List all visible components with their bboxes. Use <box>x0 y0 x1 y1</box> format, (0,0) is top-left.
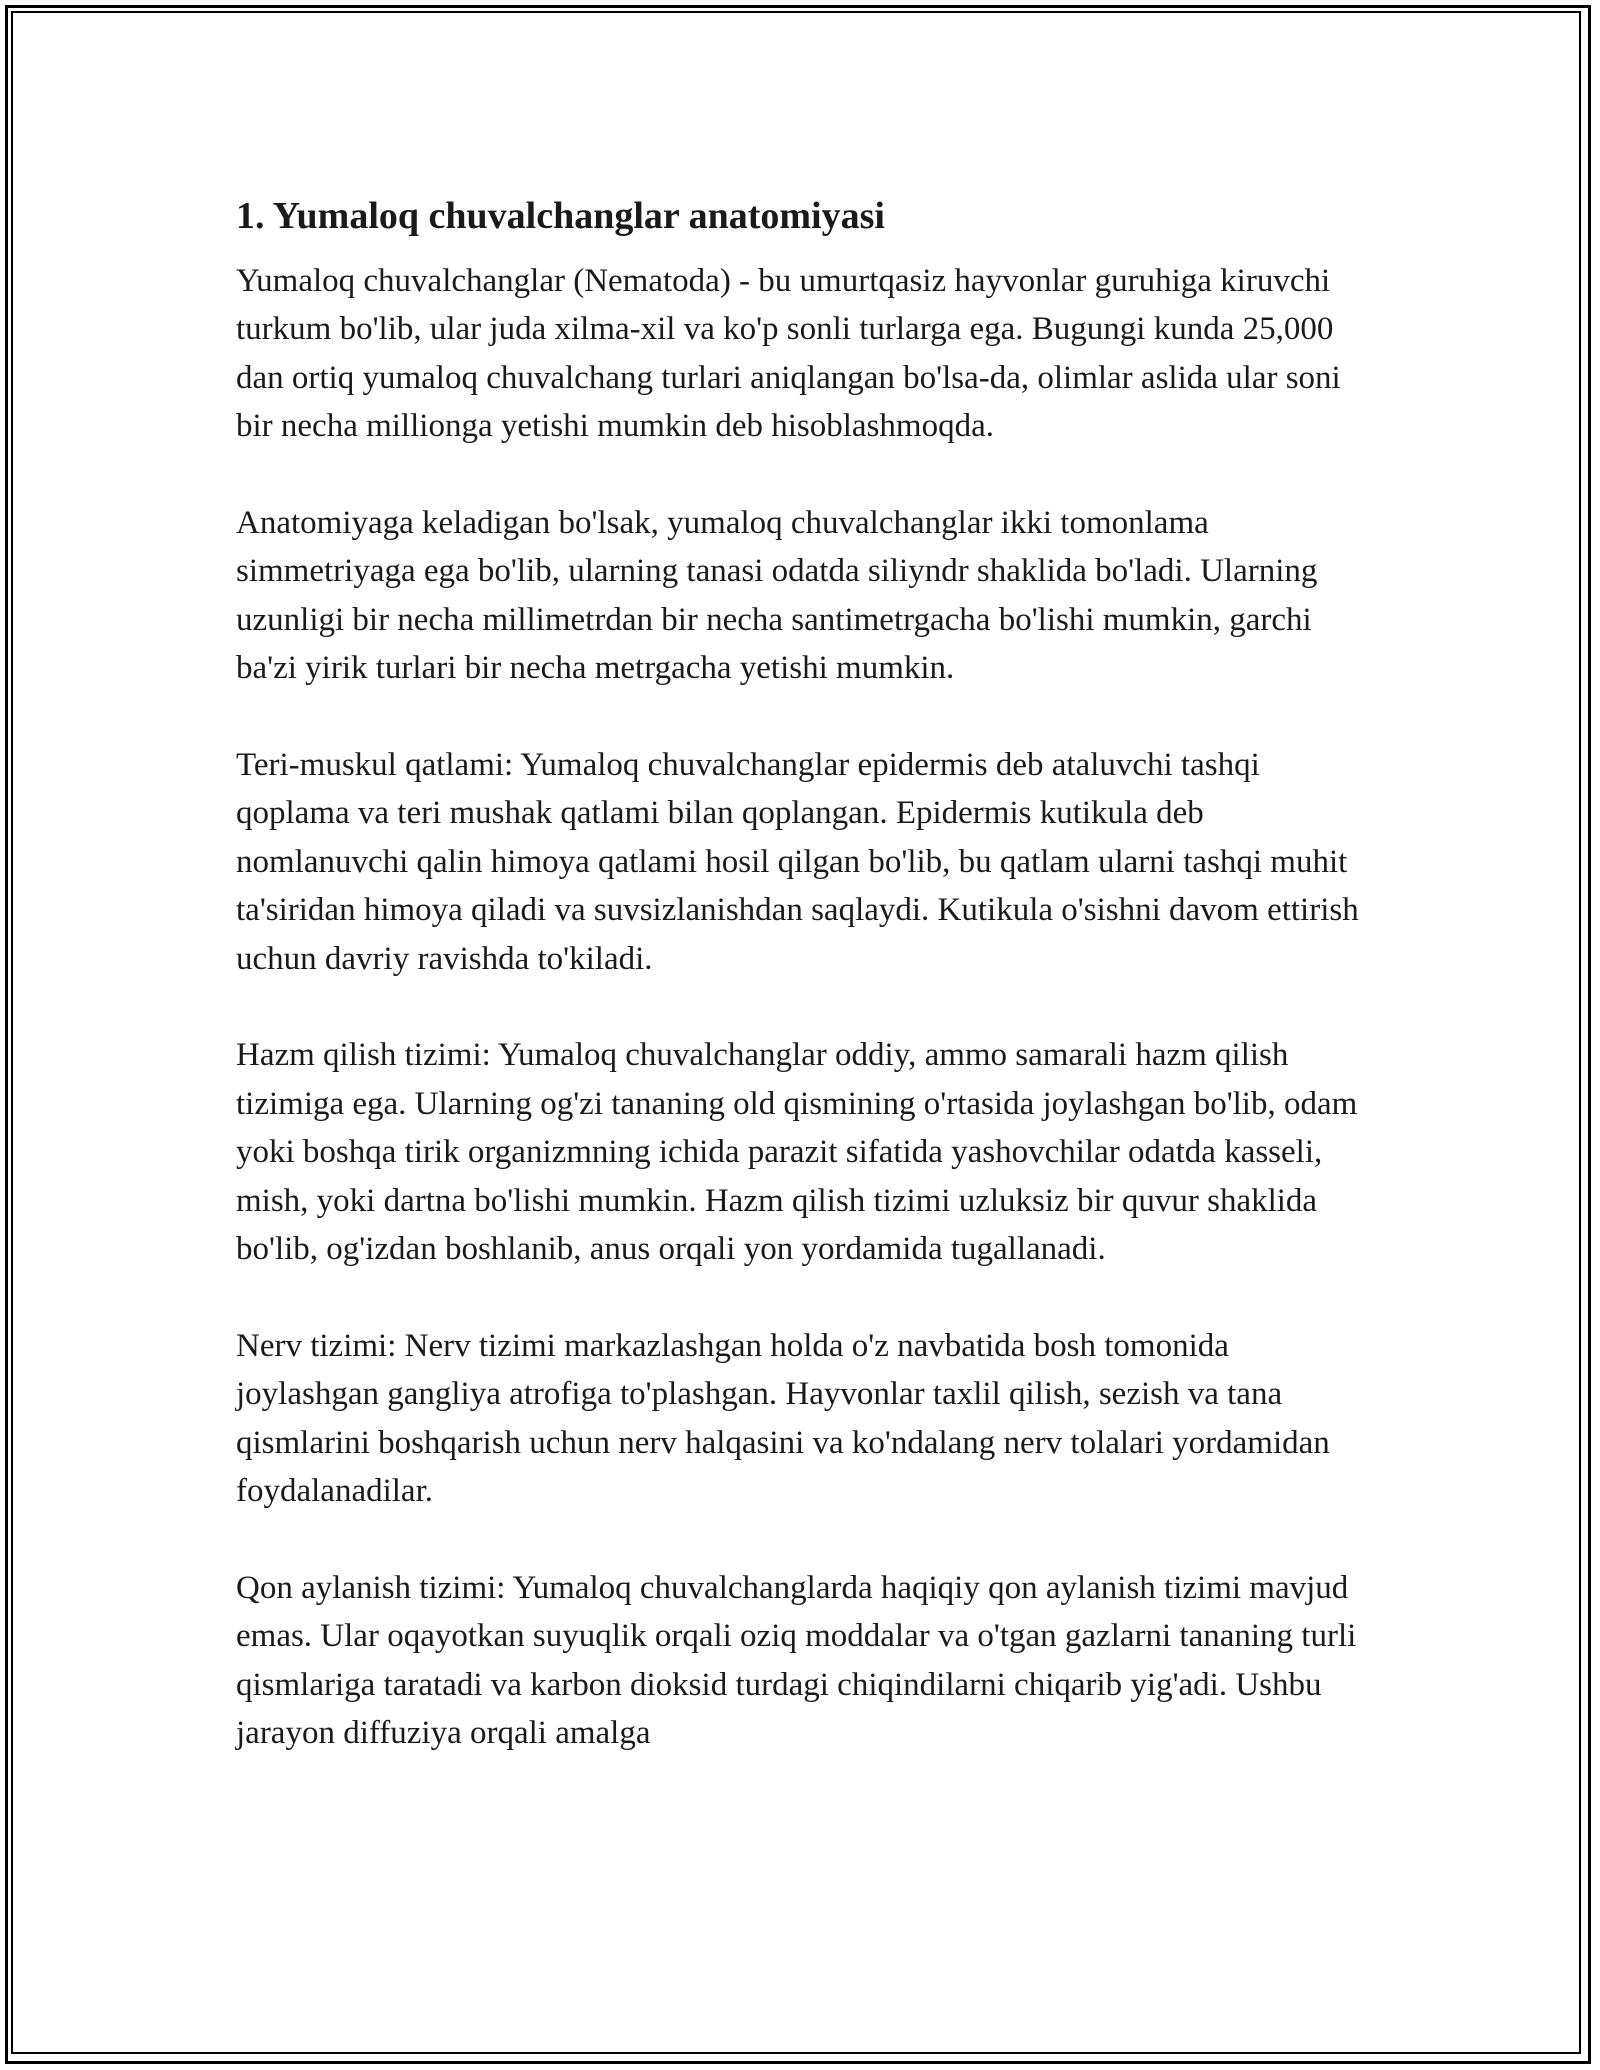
paragraph-nervous-system: Nerv tizimi: Nerv tizimi markazlashgan holda o'z navbatida bosh tomonida joylashgan gangliya atrofiga to'plashgan. Hayvonlar taxlil qilish, sezish va tana qismlarini boshqarish uchun nerv halqasini va ko'ndalang nerv tolalari yordamidan foydalanadilar. <box>236 1327 1330 1510</box>
paragraph-anatomy: Anatomiyaga keladigan bo'lsak, yumaloq chuvalchanglar ikki tomonlama simmetriyaga ega bo'lib, ularning tanasi odatda siliyndr shaklida bo'ladi. Ularning uzunligi bir necha millimetrdan bir necha santimetrgacha bo'lishi mumkin, garchi ba'zi yirik turlari bir necha metrgacha yetishi mumkin. <box>236 505 1318 687</box>
paragraph-skin-muscle-layer: Teri-muskul qatlami: Yumaloq chuvalchanglar epidermis deb ataluvchi tashqi qoplama va teri mushak qatlami bilan qoplangan. Epidermis kutikula deb nomlanuvchi qalin himoya qatlami hosil qilgan bo'lib, bu qatlam ularni tashqi muhit ta'siridan himoya qiladi va suvsizlanishdan saqlaydi. Kutikula o'sishni davom ettirish uchun davriy ravishda to'kiladi. <box>236 747 1359 977</box>
section-title: 1. Yumaloq chuvalchanglar anatomiyasi <box>236 195 885 237</box>
paragraph-intro: Yumaloq chuvalchanglar (Nematoda) - bu umurtqasiz hayvonlar guruhiga kiruvchi turkum bo'lib, ular juda xilma-xil va ko'p sonli turlarga ega. Bugungi kunda 25,000 dan ortiq yumaloq chuvalchang turlari aniqlangan bo'lsa-da, olimlar aslida ular soni bir necha millionga yetishi mumkin deb hisoblashmoqda. <box>236 263 1341 445</box>
paragraph-circulatory-system: Qon aylanish tizimi: Yumaloq chuvalchanglarda haqiqiy qon aylanish tizimi mavjud emas. Ular oqayotkan suyuqlik orqali oziq moddalar va o'tgan gazlarni tananing turli qismlariga taratadi va karbon dioksid turdagi chiqindilarni chiqarib yig'adi. Ushbu jarayon diffuziya orqali amalga <box>236 1569 1357 1752</box>
paragraph-digestive-system: Hazm qilish tizimi: Yumaloq chuvalchanglar oddiy, ammo samarali hazm qilish tizimiga ega. Ularning og'zi tananing old qismining o'rtasida joylashgan bo'lib, odam yoki boshqa tirik organizmning ichida parazit sifatida yashovchilar odatda kasseli, mish, yoki dartna bo'lishi mumkin. Hazm qilish tizimi uzluksiz bir quvur shaklida bo'lib, og'izdan boshlanib, anus orqali yon yordamida tugallanadi. <box>236 1037 1358 1268</box>
document-body <box>236 183 1376 1758</box>
